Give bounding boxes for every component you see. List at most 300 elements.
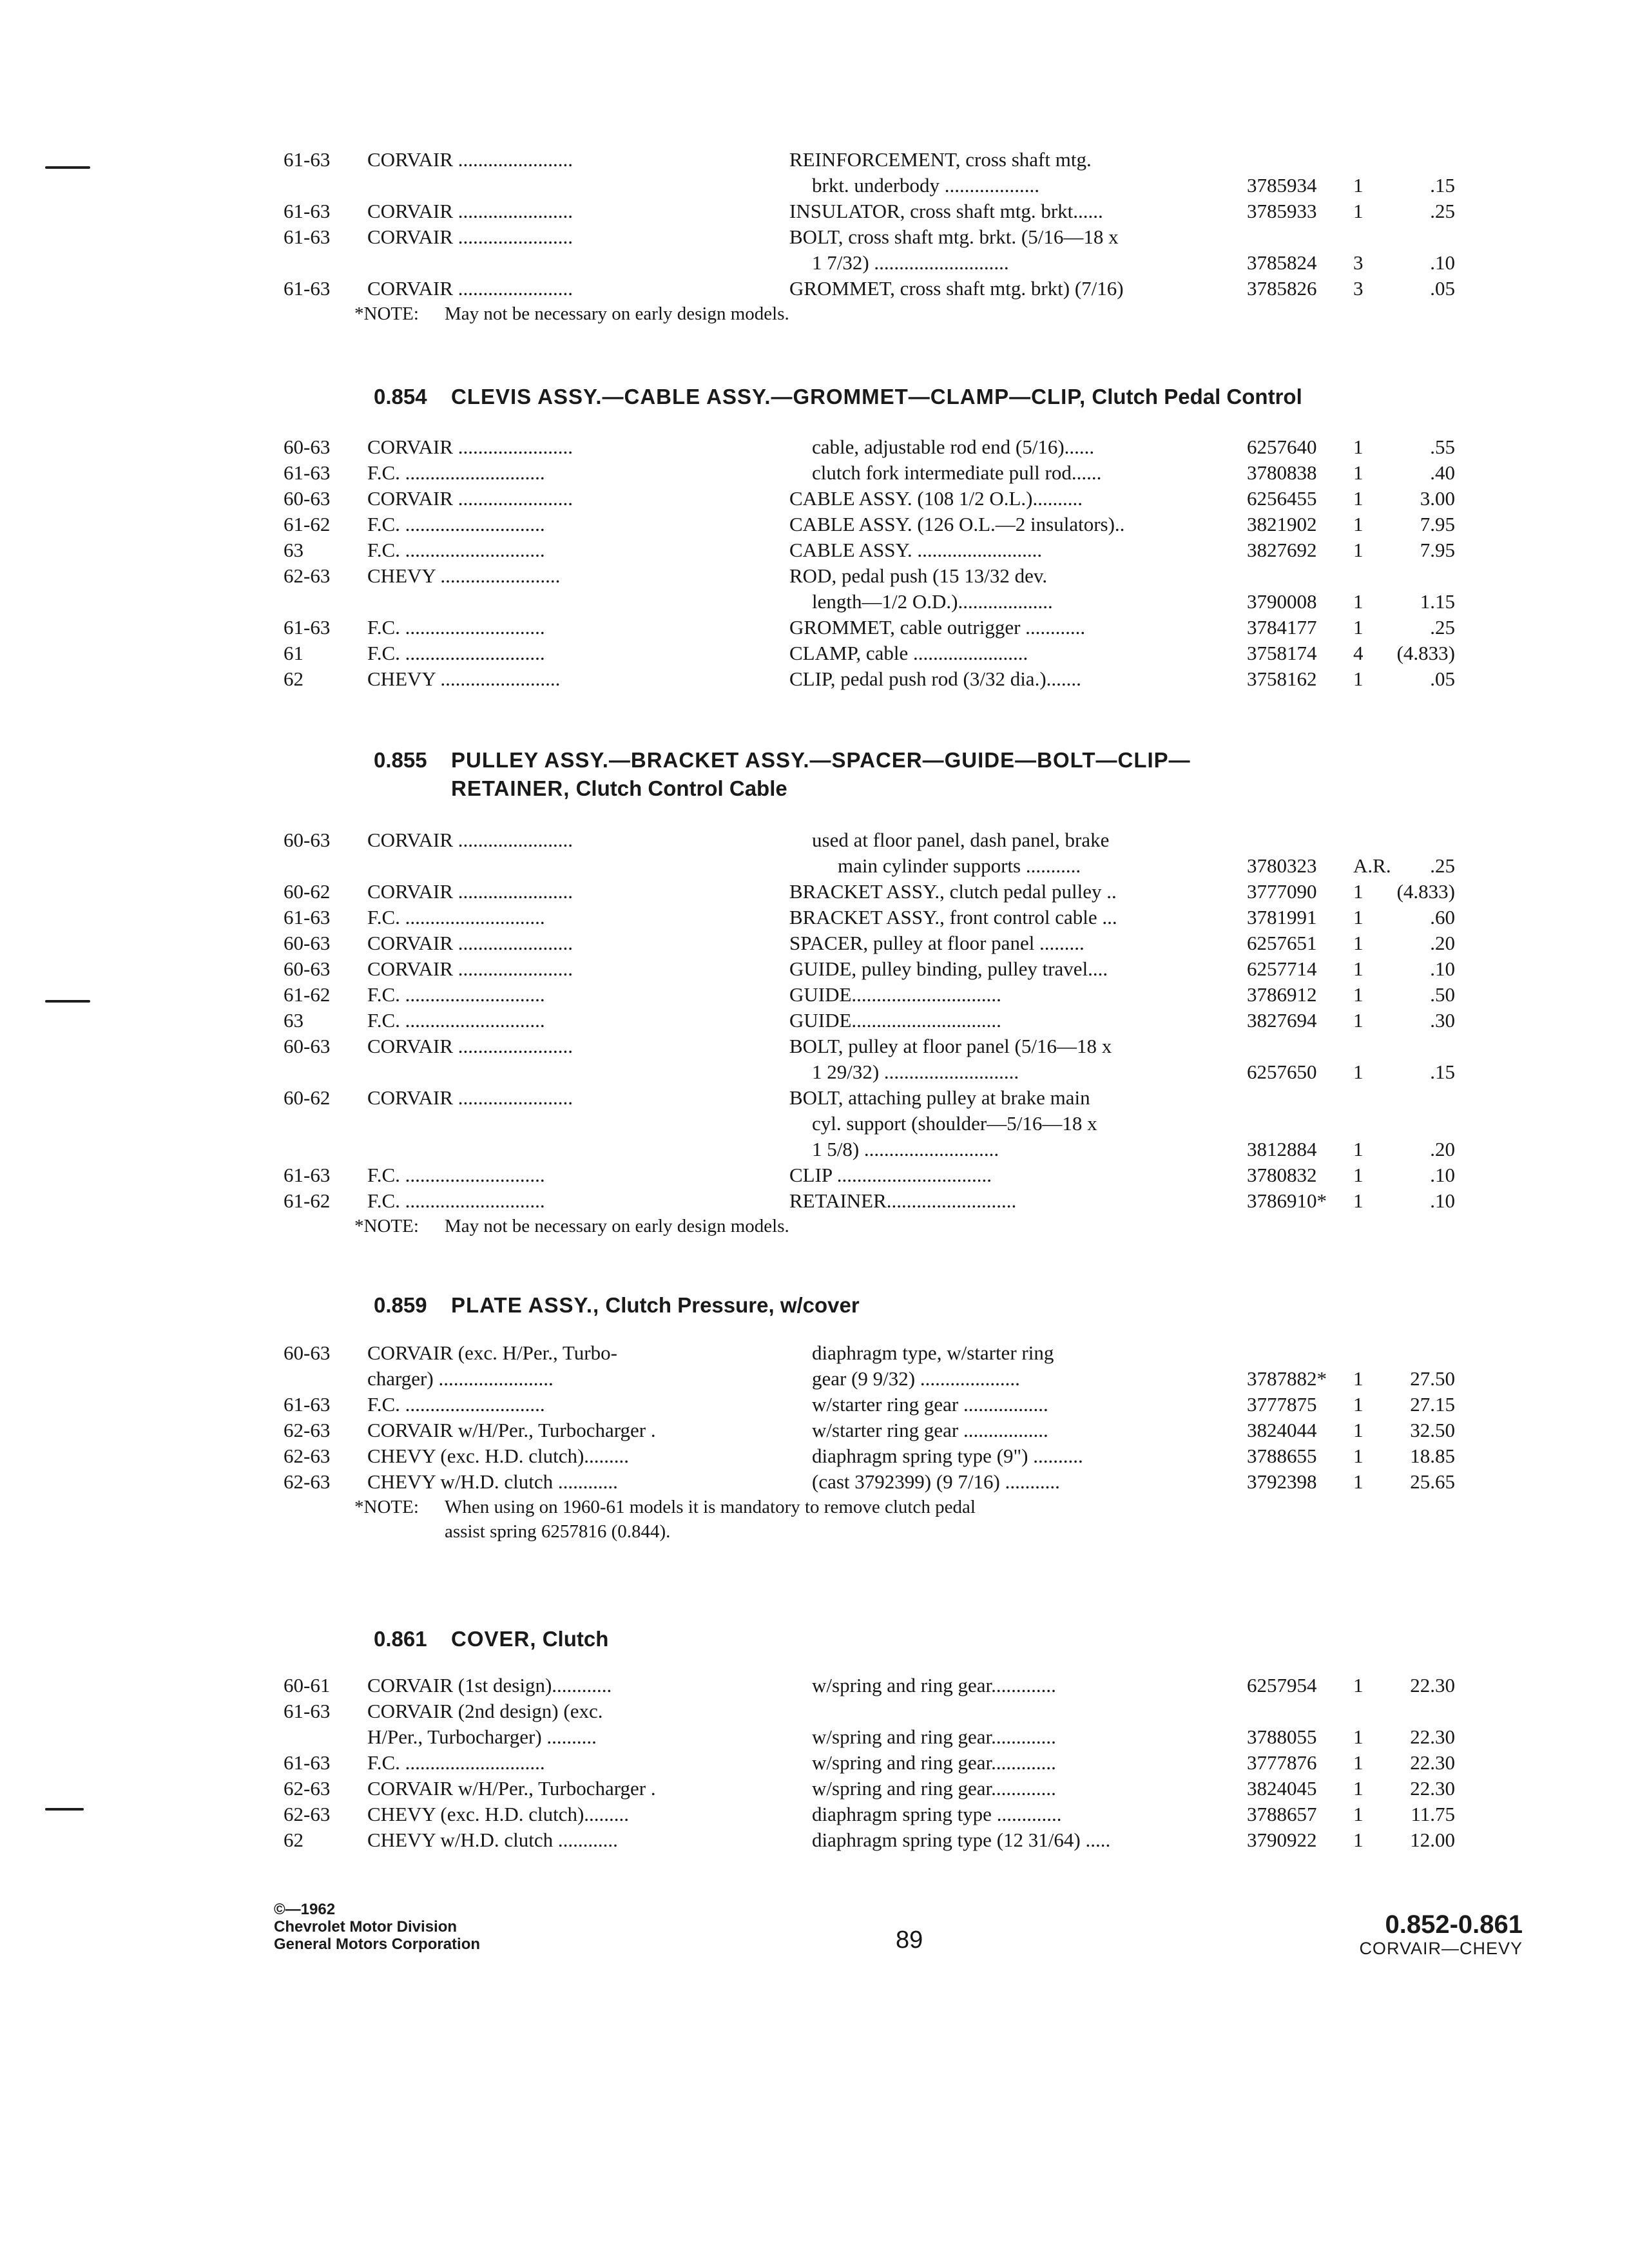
model-name: CHEVY (exc. H.D. clutch)......... (367, 1445, 630, 1467)
quantity: 3 (1353, 277, 1364, 300)
group-range: 0.852-0.861 (1385, 1910, 1523, 1939)
part-description: 1 7/32) ........................... (812, 251, 1009, 274)
section-title-line (374, 774, 1191, 803)
model-name: F.C. ............................ (367, 1393, 545, 1416)
price: .55 (1430, 436, 1455, 458)
part-number: 3812884 (1247, 1138, 1317, 1160)
model-name: CHEVY ........................ (367, 564, 561, 587)
footnote (0, 1495, 1629, 1544)
model-year: 61-63 (284, 277, 331, 300)
part-description: 1 5/8) ........................... (812, 1138, 999, 1160)
corporation: General Motors Corporation (274, 1936, 481, 1953)
model-name: F.C. ............................ (367, 1189, 545, 1212)
price: .10 (1430, 1164, 1455, 1186)
model-name: CORVAIR w/H/Per., Turbocharger . (367, 1419, 656, 1441)
model-name: CORVAIR ....................... (367, 436, 574, 458)
part-description: CLAMP, cable ....................... (789, 642, 1028, 664)
part-row (0, 1802, 1629, 1827)
model-name: CORVAIR ....................... (367, 957, 574, 980)
quantity: 1 (1353, 880, 1364, 903)
quantity: 1 (1353, 513, 1364, 535)
quantity: 1 (1353, 1751, 1364, 1774)
model-name: CHEVY ........................ (367, 668, 561, 690)
part-row (0, 434, 1629, 460)
part-row (0, 827, 1629, 853)
model-year: 60-63 (284, 957, 331, 980)
part-description: gear (9 9/32) .................... (812, 1367, 1020, 1390)
division: Chevrolet Motor Division (274, 1918, 458, 1936)
part-row (0, 1673, 1629, 1698)
part-row (0, 512, 1629, 537)
part-number: 3785826 (1247, 277, 1317, 300)
part-row (0, 198, 1629, 224)
part-number: 6257650 (1247, 1061, 1317, 1083)
quantity: 1 (1353, 539, 1364, 561)
section-0-855 (0, 827, 1629, 1238)
part-row (0, 1392, 1629, 1418)
part-number: 3824044 (1247, 1419, 1317, 1441)
group-parts: COVER, (451, 1627, 537, 1651)
group-description: Clutch Pedal Control (1092, 385, 1302, 408)
footnote-line (0, 1214, 1629, 1238)
price: .20 (1430, 932, 1455, 954)
part-number: 6257954 (1247, 1674, 1317, 1696)
part-description: w/spring and ring gear............. (812, 1674, 1056, 1696)
part-number: 3824045 (1247, 1777, 1317, 1800)
part-row (0, 1827, 1629, 1853)
part-description: BOLT, pulley at floor panel (5/16—18 x (789, 1035, 1112, 1057)
model-year: 60-63 (284, 1035, 331, 1057)
part-description: w/spring and ring gear............. (812, 1725, 1056, 1748)
part-number: 3758162 (1247, 668, 1317, 690)
model-year: 62-63 (284, 1419, 331, 1441)
part-number: 3827694 (1247, 1009, 1317, 1032)
part-number: 3785824 (1247, 251, 1317, 274)
part-row (0, 956, 1629, 982)
part-number: 6257640 (1247, 436, 1317, 458)
quantity: 1 (1353, 957, 1364, 980)
part-description: BRACKET ASSY., clutch pedal pulley .. (789, 880, 1117, 903)
price: (4.833) (1396, 642, 1455, 664)
model-name: CHEVY (exc. H.D. clutch)......... (367, 1803, 630, 1825)
quantity: 1 (1353, 1061, 1364, 1083)
part-row (0, 1085, 1629, 1111)
price: 1.15 (1420, 590, 1455, 613)
model-year: 61-62 (284, 1189, 331, 1212)
model-name: CORVAIR ....................... (367, 932, 574, 954)
part-row (0, 486, 1629, 512)
part-row (0, 173, 1629, 198)
footnote-text: When using on 1960-61 models it is mandatory to remove clutch pedal (445, 1497, 976, 1517)
part-row (0, 1418, 1629, 1443)
quantity: A.R. (1353, 854, 1391, 877)
model-name: CORVAIR ....................... (367, 1086, 574, 1109)
quantity: 1 (1353, 1803, 1364, 1825)
quantity: 1 (1353, 983, 1364, 1006)
part-number: 3784177 (1247, 616, 1317, 639)
part-description: GROMMET, cable outrigger ............ (789, 616, 1086, 639)
section-title-0-859 (374, 1291, 860, 1320)
footnote-marker: *NOTE: (354, 303, 419, 324)
part-row (0, 276, 1629, 302)
quantity: 1 (1353, 1009, 1364, 1032)
model-year: 60-63 (284, 436, 331, 458)
part-number: 6256455 (1247, 487, 1317, 510)
quantity: 1 (1353, 1393, 1364, 1416)
model-year: 60-62 (284, 1086, 331, 1109)
quantity: 3 (1353, 251, 1364, 274)
model-year: 61-63 (284, 1700, 331, 1722)
price: 22.30 (1410, 1725, 1455, 1748)
section-0-852 (0, 147, 1629, 326)
model-year: 61-63 (284, 1164, 331, 1186)
publisher-credit (274, 1901, 480, 1953)
part-description: w/starter ring gear ................. (812, 1393, 1048, 1416)
part-description: CABLE ASSY. (108 1/2 O.L.).......... (789, 487, 1083, 510)
part-row (0, 1008, 1629, 1033)
price: (4.833) (1396, 880, 1455, 903)
model-year: 60-62 (284, 880, 331, 903)
part-description: REINFORCEMENT, cross shaft mtg. (789, 148, 1092, 171)
price: 7.95 (1420, 539, 1455, 561)
price: 27.50 (1410, 1367, 1455, 1390)
model-name: CORVAIR ....................... (367, 200, 574, 222)
section-title-line (374, 383, 1302, 411)
model-name: CORVAIR ....................... (367, 148, 574, 171)
part-row (0, 563, 1629, 589)
model-year: 62 (284, 1829, 304, 1851)
model-year: 61 (284, 642, 304, 664)
model-year: 62-63 (284, 564, 331, 587)
model-name: CORVAIR ....................... (367, 226, 574, 248)
section-0-859 (0, 1340, 1629, 1544)
quantity: 1 (1353, 200, 1364, 222)
model-name: H/Per., Turbocharger) .......... (367, 1725, 597, 1748)
part-row (0, 1137, 1629, 1162)
part-row (0, 460, 1629, 486)
part-row (0, 1033, 1629, 1059)
price: 27.15 (1410, 1393, 1455, 1416)
quantity: 1 (1353, 1138, 1364, 1160)
model-name: CORVAIR ....................... (367, 880, 574, 903)
part-row (0, 537, 1629, 563)
quantity: 1 (1353, 1725, 1364, 1748)
price: .25 (1430, 616, 1455, 639)
section-0-861 (0, 1673, 1629, 1853)
section-title-0-855 (374, 746, 1191, 803)
quantity: 1 (1353, 1674, 1364, 1696)
model-year: 60-63 (284, 829, 331, 851)
quantity: 1 (1353, 487, 1364, 510)
part-number: 3790008 (1247, 590, 1317, 613)
group-number: 0.861 (374, 1627, 427, 1651)
group-parts: PULLEY ASSY.—BRACKET ASSY.—SPACER—GUIDE—BOLT—CLIP— (451, 748, 1191, 772)
group-parts-continued: RETAINER, (451, 776, 570, 800)
part-row (0, 1162, 1629, 1188)
part-description: CABLE ASSY. (126 O.L.—2 insulators).. (789, 513, 1125, 535)
part-number: 3788657 (1247, 1803, 1317, 1825)
part-description: CLIP ............................... (789, 1164, 992, 1186)
quantity: 1 (1353, 1367, 1364, 1390)
part-number: 3758174 (1247, 642, 1317, 664)
part-row (0, 1469, 1629, 1495)
part-number: 3780838 (1247, 461, 1317, 484)
part-description: CABLE ASSY. ......................... (789, 539, 1043, 561)
model-year: 61-63 (284, 226, 331, 248)
price: 18.85 (1410, 1445, 1455, 1467)
model-name: CORVAIR ....................... (367, 1035, 574, 1057)
model-name: CORVAIR (exc. H/Per., Turbo- (367, 1341, 617, 1364)
model-year: 61-63 (284, 148, 331, 171)
part-row (0, 1698, 1629, 1724)
part-number: 3780323 (1247, 854, 1317, 877)
footnote-line (0, 1519, 1629, 1544)
part-description: diaphragm spring type ............. (812, 1803, 1062, 1825)
quantity: 1 (1353, 1777, 1364, 1800)
part-row (0, 1366, 1629, 1392)
group-number: 0.859 (374, 1293, 427, 1317)
part-number: 3827692 (1247, 539, 1317, 561)
quantity: 1 (1353, 1189, 1364, 1212)
price: .05 (1430, 277, 1455, 300)
part-number: 3821902 (1247, 513, 1317, 535)
part-number: 3777876 (1247, 1751, 1317, 1774)
group-number: 0.855 (374, 748, 427, 772)
part-description: ROD, pedal push (15 13/32 dev. (789, 564, 1048, 587)
footnote-line (0, 302, 1629, 326)
model-name: F.C. ............................ (367, 513, 545, 535)
model-year: 63 (284, 539, 304, 561)
section-0-854 (0, 434, 1629, 692)
model-year: 61-63 (284, 461, 331, 484)
price: .40 (1430, 461, 1455, 484)
page-number: 89 (896, 1927, 923, 1954)
quantity: 1 (1353, 1445, 1364, 1467)
part-number: 3777090 (1247, 880, 1317, 903)
model-name: CORVAIR ....................... (367, 277, 574, 300)
part-description: diaphragm type, w/starter ring (812, 1341, 1054, 1364)
model-name: F.C. ............................ (367, 1751, 545, 1774)
part-number: 6257714 (1247, 957, 1317, 980)
price: .25 (1430, 200, 1455, 222)
model-name: F.C. ............................ (367, 539, 545, 561)
quantity: 1 (1353, 590, 1364, 613)
part-number: 3777875 (1247, 1393, 1317, 1416)
part-number: 3780832 (1247, 1164, 1317, 1186)
quantity: 1 (1353, 932, 1364, 954)
quantity: 1 (1353, 1419, 1364, 1441)
part-description: w/spring and ring gear............. (812, 1751, 1056, 1774)
model-year: 60-63 (284, 1341, 331, 1364)
price: 12.00 (1410, 1829, 1455, 1851)
model-year: 62-63 (284, 1803, 331, 1825)
model-year: 60-63 (284, 487, 331, 510)
part-number: 3787882* (1247, 1367, 1327, 1390)
footnote-text: assist spring 6257816 (0.844). (445, 1521, 671, 1542)
part-description: GUIDE.............................. (789, 983, 1001, 1006)
section-title-line (374, 746, 1191, 774)
model-year: 61-63 (284, 1393, 331, 1416)
price: .10 (1430, 957, 1455, 980)
price: .30 (1430, 1009, 1455, 1032)
model-year: 61-62 (284, 513, 331, 535)
quantity: 1 (1353, 1829, 1364, 1851)
model-name: F.C. ............................ (367, 983, 545, 1006)
part-description: cable, adjustable rod end (5/16)...... (812, 436, 1095, 458)
footnote (0, 1214, 1629, 1238)
model-name: F.C. ............................ (367, 461, 545, 484)
part-row (0, 879, 1629, 905)
part-row (0, 1776, 1629, 1802)
model-name: F.C. ............................ (367, 642, 545, 664)
part-number: 3788055 (1247, 1725, 1317, 1748)
part-row (0, 589, 1629, 615)
quantity: 1 (1353, 461, 1364, 484)
quantity: 1 (1353, 906, 1364, 928)
price: .15 (1430, 1061, 1455, 1083)
part-number: 3785934 (1247, 174, 1317, 197)
price: 32.50 (1410, 1419, 1455, 1441)
model-year: 61-63 (284, 616, 331, 639)
footnote-text: May not be necessary on early design models. (445, 1216, 789, 1236)
part-row (0, 640, 1629, 666)
part-description: clutch fork intermediate pull rod...... (812, 461, 1102, 484)
model-name: CHEVY w/H.D. clutch ............ (367, 1470, 618, 1493)
price: 3.00 (1420, 487, 1455, 510)
part-description: w/starter ring gear ................. (812, 1419, 1048, 1441)
model-name: charger) ....................... (367, 1367, 554, 1390)
part-row (0, 930, 1629, 956)
model-name: F.C. ............................ (367, 1164, 545, 1186)
part-number: 3781991 (1247, 906, 1317, 928)
model-name: CORVAIR (1st design)............ (367, 1674, 612, 1696)
part-row (0, 1111, 1629, 1137)
quantity: 1 (1353, 668, 1364, 690)
quantity: 1 (1353, 1164, 1364, 1186)
model-name: CORVAIR ....................... (367, 487, 574, 510)
part-row (0, 615, 1629, 640)
section-title-0-861 (374, 1625, 608, 1653)
quantity: 1 (1353, 436, 1364, 458)
part-row (0, 224, 1629, 250)
footnote-line (0, 1495, 1629, 1519)
part-description: diaphragm spring type (9") .......... (812, 1445, 1083, 1467)
group-description: Clutch (542, 1627, 609, 1651)
part-description: GUIDE, pulley binding, pulley travel.... (789, 957, 1108, 980)
section-title-line (374, 1625, 608, 1653)
price: 11.75 (1411, 1803, 1455, 1825)
model-year: 61-63 (284, 200, 331, 222)
model-name: CORVAIR ....................... (367, 829, 574, 851)
part-row (0, 905, 1629, 930)
page-range (1359, 1910, 1523, 1958)
model-name: CHEVY w/H.D. clutch ............ (367, 1829, 618, 1851)
footnote (0, 302, 1629, 326)
model-year: 62-63 (284, 1470, 331, 1493)
part-row (0, 1340, 1629, 1366)
part-row (0, 1059, 1629, 1085)
model-name: CORVAIR w/H/Per., Turbocharger . (367, 1777, 656, 1800)
model-name: F.C. ............................ (367, 906, 545, 928)
part-row (0, 853, 1629, 879)
price: .60 (1430, 906, 1455, 928)
model-year: 62-63 (284, 1445, 331, 1467)
part-description: (cast 3792399) (9 7/16) ........... (812, 1470, 1060, 1493)
part-number: 3786910* (1247, 1189, 1327, 1212)
model-name: CORVAIR (2nd design) (exc. (367, 1700, 603, 1722)
part-description: used at floor panel, dash panel, brake (812, 829, 1110, 851)
part-description: INSULATOR, cross shaft mtg. brkt...... (789, 200, 1103, 222)
group-number: 0.854 (374, 385, 427, 408)
quantity: 1 (1353, 1470, 1364, 1493)
group-description: Clutch Control Cable (575, 776, 787, 800)
price: .15 (1430, 174, 1455, 197)
model-name: F.C. ............................ (367, 1009, 545, 1032)
model-year: 62 (284, 668, 304, 690)
model-year: 60-61 (284, 1674, 331, 1696)
part-number: 3790922 (1247, 1829, 1317, 1851)
part-row (0, 1750, 1629, 1776)
model-year: 61-63 (284, 906, 331, 928)
part-description: diaphragm spring type (12 31/64) ..... (812, 1829, 1111, 1851)
part-number: 3792398 (1247, 1470, 1317, 1493)
model-year: 61-63 (284, 1751, 331, 1774)
part-description: CLIP, pedal push rod (3/32 dia.)....... (789, 668, 1081, 690)
part-description: 1 29/32) ........................... (812, 1061, 1019, 1083)
price: .10 (1430, 251, 1455, 274)
part-row (0, 1443, 1629, 1469)
footnote-marker: *NOTE: (354, 1497, 419, 1517)
quantity: 1 (1353, 616, 1364, 639)
part-description: brkt. underbody ................... (812, 174, 1040, 197)
part-row (0, 147, 1629, 173)
price: 22.30 (1410, 1674, 1455, 1696)
part-description: length—1/2 O.D.)................... (812, 590, 1053, 613)
model-line: CORVAIR—CHEVY (1359, 1939, 1523, 1958)
part-description: w/spring and ring gear............. (812, 1777, 1056, 1800)
part-description: RETAINER.......................... (789, 1189, 1017, 1212)
price: 25.65 (1410, 1470, 1455, 1493)
part-row (0, 1188, 1629, 1214)
part-number: 3785933 (1247, 200, 1317, 222)
price: .50 (1430, 983, 1455, 1006)
model-year: 62-63 (284, 1777, 331, 1800)
price: .05 (1430, 668, 1455, 690)
model-year: 63 (284, 1009, 304, 1032)
part-description: BOLT, attaching pulley at brake main (789, 1086, 1090, 1109)
part-row (0, 1724, 1629, 1750)
part-description: cyl. support (shoulder—5/16—18 x (812, 1112, 1097, 1135)
price: 22.30 (1410, 1777, 1455, 1800)
part-number: 3788655 (1247, 1445, 1317, 1467)
part-description: GUIDE.............................. (789, 1009, 1001, 1032)
part-description: main cylinder supports ........... (838, 854, 1081, 877)
group-parts: PLATE ASSY., (451, 1293, 600, 1317)
part-number: 6257651 (1247, 932, 1317, 954)
part-number: 3786912 (1247, 983, 1317, 1006)
price: 7.95 (1420, 513, 1455, 535)
part-description: BRACKET ASSY., front control cable ... (789, 906, 1117, 928)
price: .10 (1430, 1189, 1455, 1212)
quantity: 1 (1353, 174, 1364, 197)
section-title-line (374, 1291, 860, 1320)
model-year: 61-62 (284, 983, 331, 1006)
part-description: SPACER, pulley at floor panel ......... (789, 932, 1084, 954)
part-description: BOLT, cross shaft mtg. brkt. (5/16—18 x (789, 226, 1119, 248)
quantity: 4 (1353, 642, 1364, 664)
part-row (0, 666, 1629, 692)
model-name: F.C. ............................ (367, 616, 545, 639)
